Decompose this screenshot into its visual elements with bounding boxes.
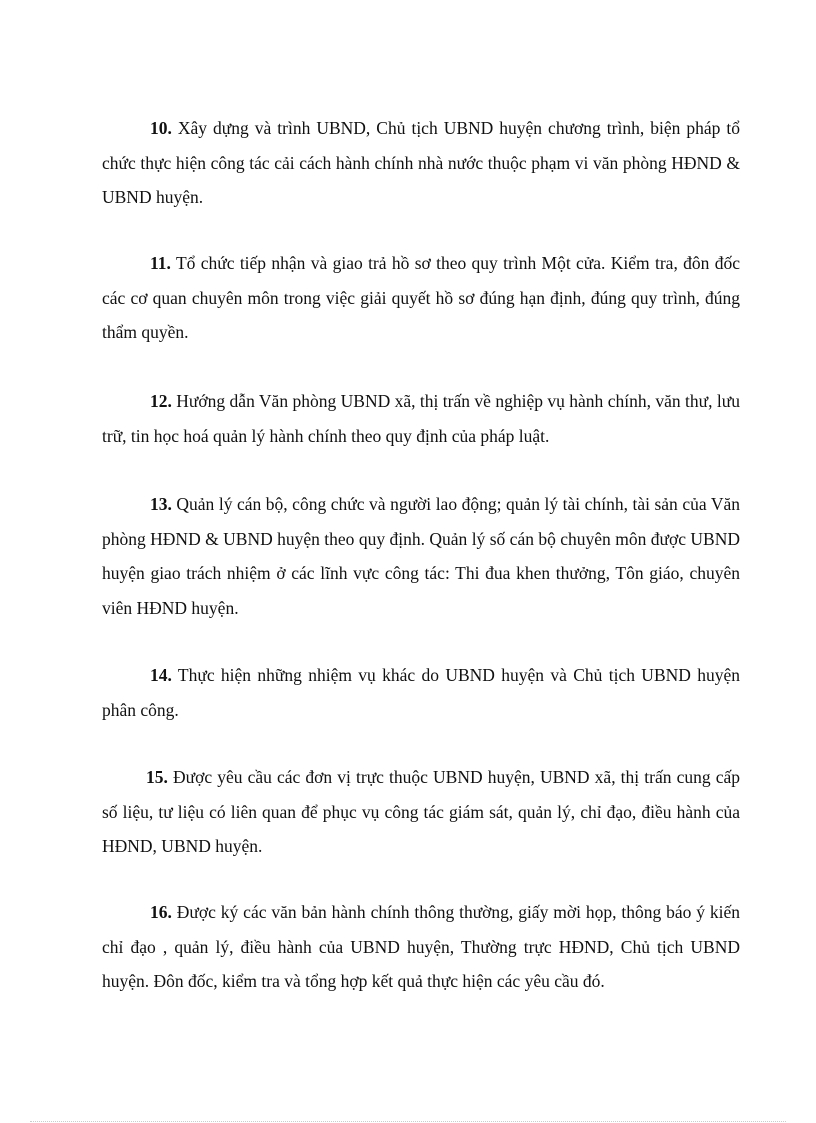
paragraph-number: 13.: [150, 494, 172, 514]
paragraph-item-13: [102, 487, 740, 625]
paragraph-item-11: [102, 246, 740, 350]
page-bottom-divider: [30, 1121, 786, 1122]
paragraph-text: Xây dựng và trình UBND, Chủ tịch UBND huyện chương trình, biện pháp tổ chức thực hiện công tác cải cách hành chính nhà nước thuộc phạm vi văn phòng HĐND & UBND huyện.: [102, 118, 740, 207]
paragraph-item-15: [102, 760, 740, 864]
paragraph-number: 10.: [150, 118, 172, 138]
paragraph-text: Tổ chức tiếp nhận và giao trả hồ sơ theo quy trình Một cửa. Kiểm tra, đôn đốc các cơ quan chuyên môn trong việc giải quyết hồ sơ đúng hạn định, đúng quy trình, đúng thẩm quyền.: [102, 253, 740, 342]
paragraph-number: 11.: [150, 253, 171, 273]
paragraph-number: 12.: [150, 391, 172, 411]
paragraph-text: Được yêu cầu các đơn vị trực thuộc UBND huyện, UBND xã, thị trấn cung cấp số liệu, tư liệu có liên quan để phục vụ công tác giám sát, quản lý, chỉ đạo, điều hành của HĐND, UBND huyện.: [102, 767, 740, 856]
paragraph-item-12: [102, 384, 740, 453]
paragraph-text: Thực hiện những nhiệm vụ khác do UBND huyện và Chủ tịch UBND huyện phân công.: [102, 665, 740, 720]
paragraph-text: Quản lý cán bộ, công chức và người lao động; quản lý tài chính, tài sản của Văn phòng HĐND & UBND huyện theo quy định. Quản lý số cán bộ chuyên môn được UBND huyện giao trách nhiệm ở các lĩnh vực công tác: Thi đua khen thưởng, Tôn giáo, chuyên viên HĐND huyện.: [102, 494, 740, 618]
paragraph-number: 15.: [146, 767, 168, 787]
paragraph-number: 16.: [150, 902, 172, 922]
paragraph-number: 14.: [150, 665, 172, 685]
paragraph-item-16: [102, 895, 740, 999]
paragraph-item-14: [102, 658, 740, 727]
paragraph-text: Được ký các văn bản hành chính thông thường, giấy mời họp, thông báo ý kiến chỉ đạo , quản lý, điều hành của UBND huyện, Thường trực HĐND, Chủ tịch UBND huyện. Đôn đốc, kiểm tra và tổng hợp kết quả thực hiện các yêu cầu đó.: [102, 902, 740, 991]
paragraph-item-10: [102, 111, 740, 215]
paragraph-text: Hướng dẫn Văn phòng UBND xã, thị trấn về nghiệp vụ hành chính, văn thư, lưu trữ, tin học hoá quản lý hành chính theo quy định của pháp luật.: [102, 391, 740, 446]
